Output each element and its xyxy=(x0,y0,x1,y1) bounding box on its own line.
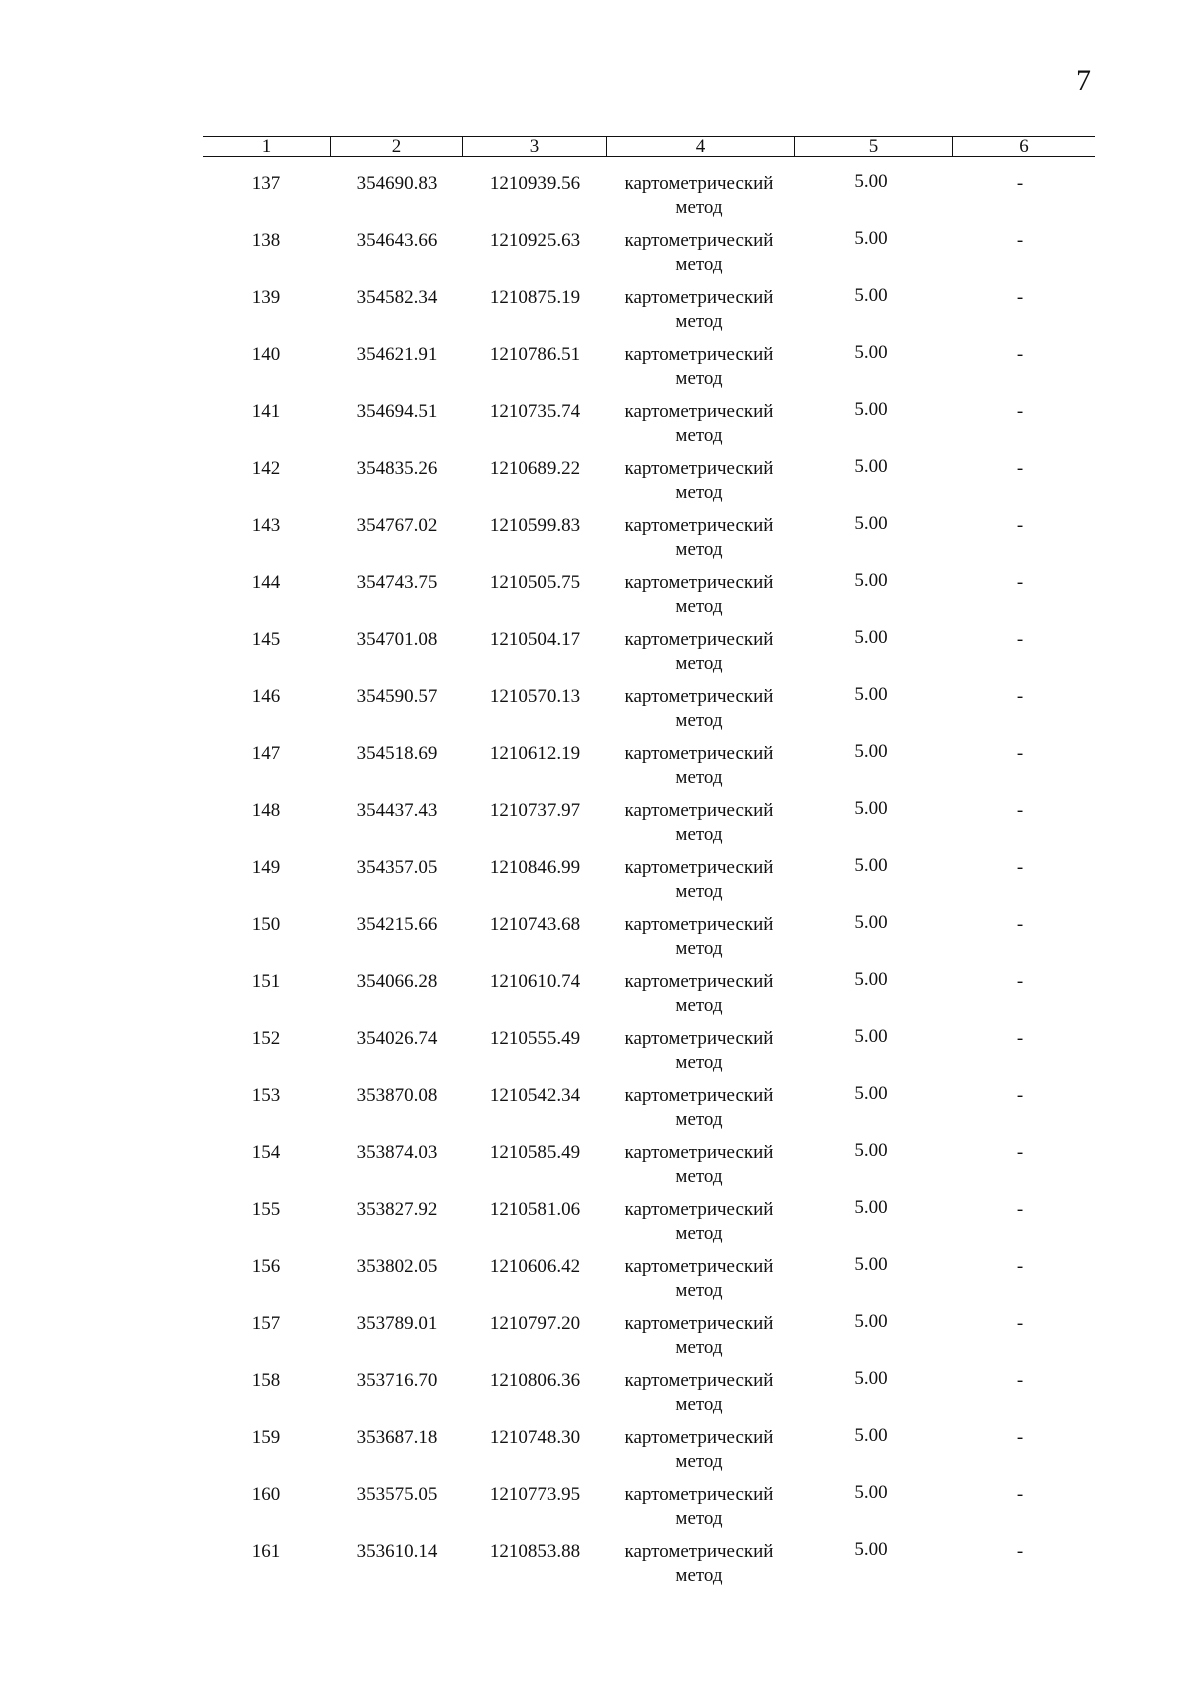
table-row xyxy=(0,1312,1200,1369)
point-number: 144 xyxy=(251,572,281,593)
accuracy-value: 5.00 xyxy=(854,1197,888,1218)
column-header-2: 2 xyxy=(331,137,463,156)
determination-method: картометрический метод xyxy=(624,743,774,788)
point-number: 160 xyxy=(251,1484,281,1505)
description-value: - xyxy=(1016,173,1024,194)
description-value: - xyxy=(1016,1256,1024,1277)
description-value: - xyxy=(1016,1085,1024,1106)
description-value: - xyxy=(1016,914,1024,935)
description-value: - xyxy=(1016,1484,1024,1505)
table-row xyxy=(0,1540,1200,1597)
table-row xyxy=(0,457,1200,514)
point-number: 139 xyxy=(251,287,281,308)
column-header-6: 6 xyxy=(1019,136,1029,157)
description-value: - xyxy=(1016,629,1024,650)
table-row xyxy=(0,343,1200,400)
determination-method: картометрический метод xyxy=(624,1199,774,1244)
point-number: 149 xyxy=(251,857,281,878)
point-number: 157 xyxy=(251,1313,281,1334)
table-row xyxy=(0,628,1200,685)
coordinate-y: 1210773.95 xyxy=(489,1484,581,1505)
accuracy-value: 5.00 xyxy=(854,1083,888,1104)
table-row xyxy=(0,400,1200,457)
accuracy-value: 5.00 xyxy=(854,627,888,648)
point-number: 153 xyxy=(251,1085,281,1106)
description-value: - xyxy=(1016,1427,1024,1448)
determination-method: картометрический метод xyxy=(624,1142,774,1187)
coordinate-x: 354694.51 xyxy=(356,401,438,422)
point-number: 141 xyxy=(251,401,281,422)
coordinate-x: 354518.69 xyxy=(356,743,438,764)
determination-method: картометрический метод xyxy=(624,1313,774,1358)
description-value: - xyxy=(1016,1313,1024,1334)
coordinate-y: 1210925.63 xyxy=(489,230,581,251)
accuracy-value: 5.00 xyxy=(854,285,888,306)
coordinate-x: 354701.08 xyxy=(356,629,438,650)
coordinate-x: 354767.02 xyxy=(356,515,438,536)
table-body xyxy=(0,172,1200,1597)
determination-method: картометрический метод xyxy=(624,287,774,332)
coordinate-x: 353610.14 xyxy=(356,1541,438,1562)
coordinate-y: 1210939.56 xyxy=(489,173,581,194)
coordinate-x: 354357.05 xyxy=(356,857,438,878)
coordinate-x: 354066.28 xyxy=(356,971,438,992)
table-row xyxy=(0,913,1200,970)
point-number: 161 xyxy=(251,1541,281,1562)
coordinate-y: 1210599.83 xyxy=(489,515,581,536)
coordinate-x: 354437.43 xyxy=(356,800,438,821)
coordinate-y: 1210610.74 xyxy=(489,971,581,992)
point-number: 151 xyxy=(251,971,281,992)
coordinate-y: 1210786.51 xyxy=(489,344,581,365)
determination-method: картометрический метод xyxy=(624,173,774,218)
table-row xyxy=(0,1369,1200,1426)
column-header-1: 1 xyxy=(203,137,331,156)
table-row xyxy=(0,286,1200,343)
description-value: - xyxy=(1016,971,1024,992)
accuracy-value: 5.00 xyxy=(854,171,888,192)
coordinate-x: 354582.34 xyxy=(356,287,438,308)
point-number: 138 xyxy=(251,230,281,251)
table-row xyxy=(0,172,1200,229)
table-row xyxy=(0,571,1200,628)
point-number: 147 xyxy=(251,743,281,764)
table-row xyxy=(0,970,1200,1027)
table-row xyxy=(0,229,1200,286)
determination-method: картометрический метод xyxy=(624,971,774,1016)
coordinate-y: 1210735.74 xyxy=(489,401,581,422)
coordinate-y: 1210737.97 xyxy=(489,800,581,821)
description-value: - xyxy=(1016,686,1024,707)
determination-method: картометрический метод xyxy=(624,1427,774,1472)
point-number: 148 xyxy=(251,800,281,821)
point-number: 152 xyxy=(251,1028,281,1049)
point-number: 145 xyxy=(251,629,281,650)
point-number: 142 xyxy=(251,458,281,479)
determination-method: картометрический метод xyxy=(624,1541,774,1586)
column-header-4: 4 xyxy=(607,137,795,156)
description-value: - xyxy=(1016,344,1024,365)
description-value: - xyxy=(1016,287,1024,308)
coordinate-x: 353802.05 xyxy=(356,1256,438,1277)
table-row xyxy=(0,1483,1200,1540)
table-row xyxy=(0,514,1200,571)
accuracy-value: 5.00 xyxy=(854,1539,888,1560)
determination-method: картометрический метод xyxy=(624,572,774,617)
determination-method: картометрический метод xyxy=(624,857,774,902)
coordinate-x: 354590.57 xyxy=(356,686,438,707)
accuracy-value: 5.00 xyxy=(854,228,888,249)
coordinate-y: 1210806.36 xyxy=(489,1370,581,1391)
coordinate-y: 1210612.19 xyxy=(489,743,581,764)
coordinate-y: 1210748.30 xyxy=(489,1427,581,1448)
coordinate-x: 353789.01 xyxy=(356,1313,438,1334)
determination-method: картометрический метод xyxy=(624,230,774,275)
column-header-3: 3 xyxy=(463,137,607,156)
accuracy-value: 5.00 xyxy=(854,1425,888,1446)
accuracy-value: 5.00 xyxy=(854,855,888,876)
determination-method: картометрический метод xyxy=(624,629,774,674)
accuracy-value: 5.00 xyxy=(854,741,888,762)
coordinate-x: 354690.83 xyxy=(356,173,438,194)
coordinate-x: 353874.03 xyxy=(356,1142,438,1163)
determination-method: картометрический метод xyxy=(624,1370,774,1415)
determination-method: картометрический метод xyxy=(624,1484,774,1529)
coordinate-x: 353575.05 xyxy=(356,1484,438,1505)
coordinate-y: 1210585.49 xyxy=(489,1142,581,1163)
point-number: 154 xyxy=(251,1142,281,1163)
accuracy-value: 5.00 xyxy=(854,1311,888,1332)
coordinate-y: 1210875.19 xyxy=(489,287,581,308)
table-row xyxy=(0,799,1200,856)
table-row xyxy=(0,1141,1200,1198)
accuracy-value: 5.00 xyxy=(854,342,888,363)
coordinate-x: 353870.08 xyxy=(356,1085,438,1106)
accuracy-value: 5.00 xyxy=(854,684,888,705)
determination-method: картометрический метод xyxy=(624,686,774,731)
point-number: 150 xyxy=(251,914,281,935)
table-row xyxy=(0,1255,1200,1312)
table-row xyxy=(0,742,1200,799)
accuracy-value: 5.00 xyxy=(854,798,888,819)
table-row xyxy=(0,1084,1200,1141)
accuracy-value: 5.00 xyxy=(854,570,888,591)
determination-method: картометрический метод xyxy=(624,515,774,560)
coordinate-y: 1210504.17 xyxy=(489,629,581,650)
description-value: - xyxy=(1016,1142,1024,1163)
coordinate-y: 1210606.42 xyxy=(489,1256,581,1277)
coordinate-y: 1210846.99 xyxy=(489,857,581,878)
determination-method: картометрический метод xyxy=(624,1256,774,1301)
accuracy-value: 5.00 xyxy=(854,513,888,534)
description-value: - xyxy=(1016,458,1024,479)
determination-method: картометрический метод xyxy=(624,344,774,389)
description-value: - xyxy=(1016,857,1024,878)
coordinate-x: 353716.70 xyxy=(356,1370,438,1391)
point-number: 159 xyxy=(251,1427,281,1448)
column-header-5: 5 xyxy=(795,137,953,156)
accuracy-value: 5.00 xyxy=(854,456,888,477)
determination-method: картометрический метод xyxy=(624,1085,774,1130)
determination-method: картометрический метод xyxy=(624,458,774,503)
determination-method: картометрический метод xyxy=(624,1028,774,1073)
coordinate-x: 354026.74 xyxy=(356,1028,438,1049)
description-value: - xyxy=(1016,800,1024,821)
table-row xyxy=(0,1198,1200,1255)
description-value: - xyxy=(1016,1370,1024,1391)
coordinate-x: 354835.26 xyxy=(356,458,438,479)
table-row xyxy=(0,1426,1200,1483)
table-header xyxy=(203,136,1095,157)
table-row xyxy=(0,1027,1200,1084)
coordinate-y: 1210853.88 xyxy=(489,1541,581,1562)
coordinate-y: 1210743.68 xyxy=(489,914,581,935)
description-value: - xyxy=(1016,515,1024,536)
table-row xyxy=(0,856,1200,913)
coordinate-y: 1210505.75 xyxy=(489,572,581,593)
coordinate-y: 1210555.49 xyxy=(489,1028,581,1049)
coordinate-x: 354643.66 xyxy=(356,230,438,251)
accuracy-value: 5.00 xyxy=(854,1140,888,1161)
accuracy-value: 5.00 xyxy=(854,1026,888,1047)
point-number: 137 xyxy=(251,173,281,194)
accuracy-value: 5.00 xyxy=(854,399,888,420)
description-value: - xyxy=(1016,1541,1024,1562)
coordinate-x: 354743.75 xyxy=(356,572,438,593)
accuracy-value: 5.00 xyxy=(854,1254,888,1275)
coordinate-y: 1210542.34 xyxy=(489,1085,581,1106)
coordinate-x: 353687.18 xyxy=(356,1427,438,1448)
accuracy-value: 5.00 xyxy=(854,969,888,990)
accuracy-value: 5.00 xyxy=(854,1368,888,1389)
table-row xyxy=(0,685,1200,742)
description-value: - xyxy=(1016,743,1024,764)
coordinate-y: 1210570.13 xyxy=(489,686,581,707)
determination-method: картометрический метод xyxy=(624,914,774,959)
determination-method: картометрический метод xyxy=(624,800,774,845)
point-number: 146 xyxy=(251,686,281,707)
coordinate-y: 1210689.22 xyxy=(489,458,581,479)
point-number: 140 xyxy=(251,344,281,365)
point-number: 158 xyxy=(251,1370,281,1391)
description-value: - xyxy=(1016,230,1024,251)
determination-method: картометрический метод xyxy=(624,401,774,446)
coordinate-y: 1210797.20 xyxy=(489,1313,581,1334)
description-value: - xyxy=(1016,401,1024,422)
coordinate-y: 1210581.06 xyxy=(489,1199,581,1220)
page-number: 7 xyxy=(1076,64,1091,97)
accuracy-value: 5.00 xyxy=(854,912,888,933)
point-number: 156 xyxy=(251,1256,281,1277)
coordinate-x: 354215.66 xyxy=(356,914,438,935)
description-value: - xyxy=(1016,1028,1024,1049)
coordinate-x: 354621.91 xyxy=(356,344,438,365)
point-number: 143 xyxy=(251,515,281,536)
description-value: - xyxy=(1016,572,1024,593)
point-number: 155 xyxy=(251,1199,281,1220)
description-value: - xyxy=(1016,1199,1024,1220)
coordinate-x: 353827.92 xyxy=(356,1199,438,1220)
accuracy-value: 5.00 xyxy=(854,1482,888,1503)
